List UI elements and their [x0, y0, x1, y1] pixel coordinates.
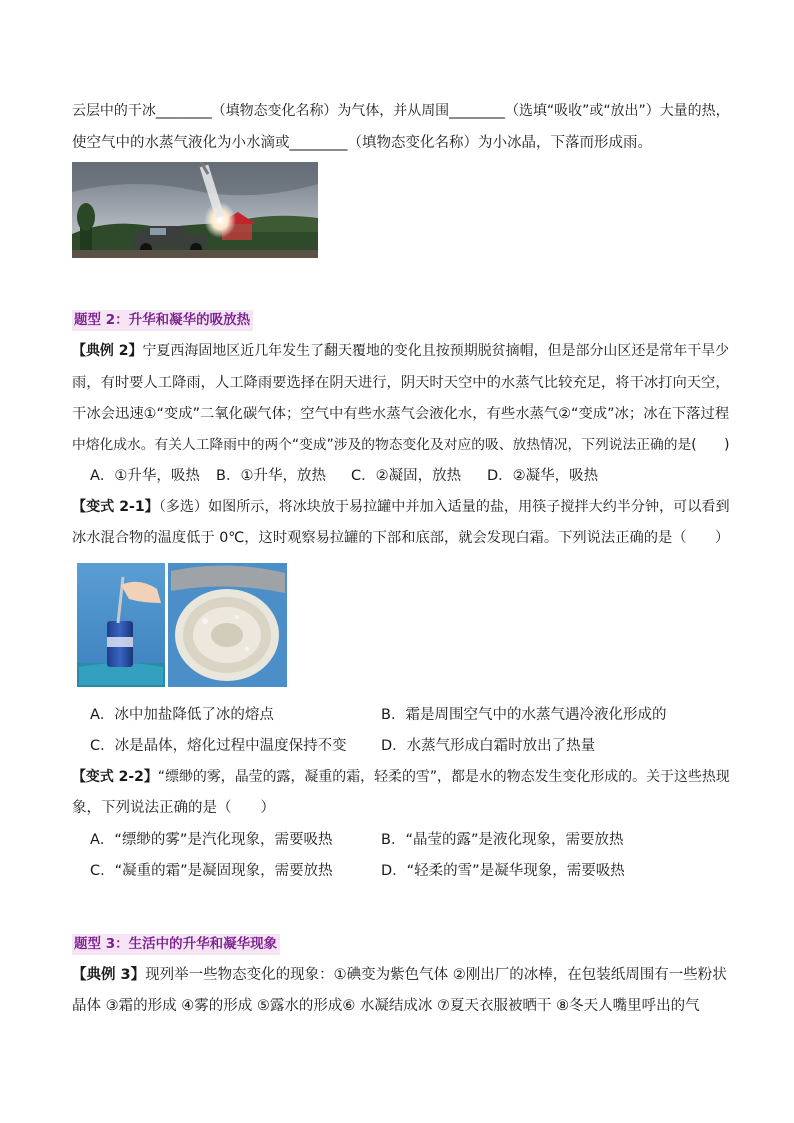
intro-line-1: 云层中的干冰________（填物态变化名称）为气体，并从周围________（选填“吸收”或“放出”）大量的热，: [72, 103, 730, 119]
example-2-option-d: D．②凝华，吸热: [487, 468, 599, 484]
example-2-line-2: 雨，有时要人工降雨，人工降雨要选择在阴天进行，阴天时天空中的水蒸气比较充足，将干冰打向天空，: [72, 375, 730, 391]
variant-2-2-option-c: C．“凝重的霜”是凝固现象，需要放热: [90, 863, 333, 879]
example-2-option-c: C．②凝固，放热: [351, 468, 462, 484]
variant-2-2-tag: 【变式 2-2】: [72, 769, 158, 785]
example-3-line-2: 晶体 ③霜的形成 ④雾的形成 ⑤露水的形成⑥ 水凝结成冰 ⑦夏天衣服被晒干 ⑧冬天人嘴里呼出的气: [72, 998, 700, 1014]
section-3-heading: 题型 3：生活中的升华和凝华现象: [72, 934, 280, 955]
example-2-option-a: A．①升华，吸热: [90, 468, 200, 484]
example-2-line-1: 【典例 2】宁夏西海固地区近几年发生了翻天覆地的变化且按预期脱贫摘帽，但是部分山区还是常年干旱少: [72, 343, 730, 359]
variant-2-2-option-d: D．“轻柔的雪”是凝华现象，需要吸热: [381, 863, 625, 879]
example-3-tag: 【典例 3】: [72, 967, 146, 983]
example-2-tag: 【典例 2】: [72, 343, 143, 359]
can-frost-photo: [77, 563, 287, 687]
variant-2-2-option-a: A．“缥缈的雾”是汽化现象，需要吸热: [90, 832, 333, 848]
variant-2-2-line-1: 【变式 2-2】“缥缈的雾，晶莹的露，凝重的霜，轻柔的雪”，都是水的物态发生变化形成的。关于这些热现: [72, 769, 730, 785]
section-2-heading: 题型 2：升华和凝华的吸放热: [72, 310, 253, 331]
intro-line-2: 使空气中的水蒸气液化为小水滴或________（填物态变化名称）为小冰晶，下落而形成雨。: [72, 135, 652, 151]
rocket-launch-photo: [72, 162, 318, 258]
example-3-line-1: 【典例 3】现列举一些物态变化的现象：①碘变为紫色气体 ②刚出厂的冰棒，在包装纸周围有一些粉状: [72, 967, 727, 983]
variant-2-2-line-2: 象，下列说法正确的是（ ）: [72, 800, 275, 816]
variant-2-1-option-b: B．霜是周围空气中的水蒸气遇冷液化形成的: [381, 707, 667, 723]
variant-2-1-option-a: A．冰中加盐降低了冰的熔点: [90, 707, 274, 723]
variant-2-2-option-b: B．“晶莹的露”是液化现象，需要放热: [381, 832, 624, 848]
variant-2-1-option-c: C．冰是晶体，熔化过程中温度保持不变: [90, 738, 347, 754]
variant-2-1-line-1: 【变式 2-1】（多选）如图所示，将冰块放于易拉罐中并加入适量的盐，用筷子搅拌大约半分钟，可以看到: [72, 499, 730, 515]
example-2-option-b: B．①升华，放热: [216, 468, 326, 484]
variant-2-1-tag: 【变式 2-1】: [72, 499, 159, 515]
example-2-line-3: 干冰会迅速①“变成”二氧化碳气体；空气中有些水蒸气会液化水，有些水蒸气②“变成”冰；冰在下落过程: [72, 406, 730, 422]
variant-2-1-line-2: 冰水混合物的温度低于 0℃，这时观察易拉罐的下部和底部，就会发现白霜。下列说法正确的是（ ）: [72, 530, 730, 546]
example-2-line-4: 中熔化成水。有关人工降雨中的两个“变成”涉及的物态变化及对应的吸、放热情况，下列说法正确的是( ): [72, 437, 730, 453]
variant-2-1-option-d: D．水蒸气形成白霜时放出了热量: [381, 738, 596, 754]
